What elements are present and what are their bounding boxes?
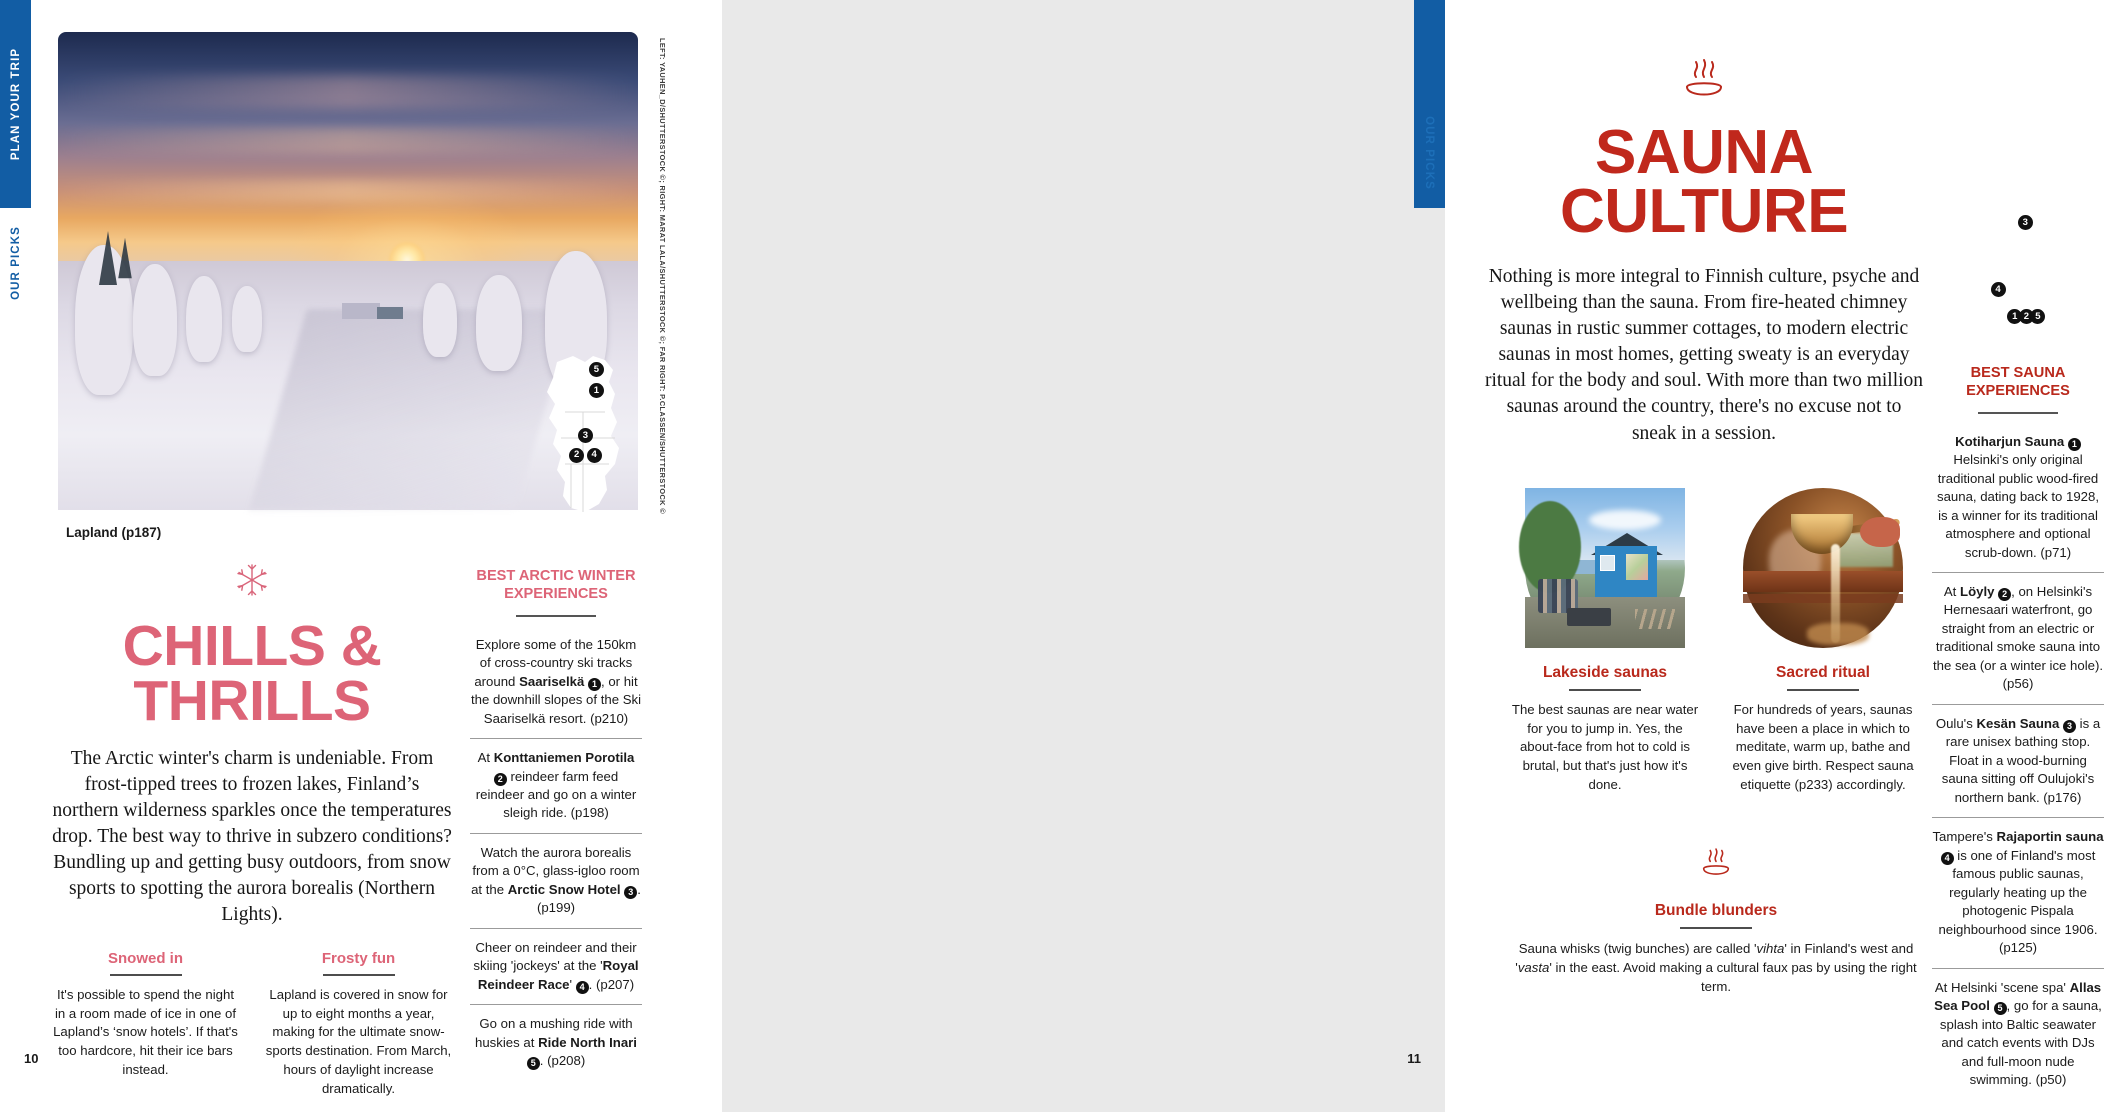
subsection-tab-right [1414,116,1445,318]
section-tab-left-label: PLAN YOUR TRIP [9,47,22,161]
chills-subsections [52,950,452,1098]
map-marker: 1 [2007,309,2022,324]
subsection-snowed-in [52,950,239,1098]
page-number-right: 11 [1407,1051,1421,1066]
steam-sauna-icon [1510,845,1922,890]
left-page [0,0,722,1112]
sauna-intro: Nothing is more integral to Finnish culture, psyche and wellbeing than the sauna. From fire-heated chimney saunas in rustic summer cottages, to modern electric saunas in most homes, getting sweaty is an everyday ritual for the body and soul. With more than two million saunas around the country, there's no excuse not to sneak in a session. [1484,265,1924,444]
snowflake-icon [52,560,452,605]
lakeside-sauna-photo [1525,488,1685,648]
map-marker: 5 [2030,309,2045,324]
map-marker: 4 [587,448,602,463]
sauna-photo-pair [1510,488,1920,795]
subsection-heading: Snowed in [108,949,183,967]
subsection-tab-right-label: OUR PICKS [1423,116,1436,190]
snow-tree [423,283,457,357]
cloud-band [58,75,638,109]
list-item: At Löyly 2 , on Helsinki's Hernesaari waterfront, go straight from an electric or traditional smoke sauna into the sea (or a winter ice hole). (p56) [1932,583,2104,692]
best-sauna-experiences [1932,365,2104,1100]
cloud-band [58,128,638,154]
fence [1635,609,1675,629]
list-item: At Konttaniemen Porotila 2 reindeer farm feed reindeer and go on a winter sleigh ride. (p198) [475,750,637,821]
subsection-heading: Frosty fun [321,949,396,967]
sauna-bench [1743,594,1903,604]
divider [1680,927,1752,929]
bundle-blunders-block [1510,845,1922,996]
list-item: Explore some of the 150km of cross-country ski tracks around Saariselkä 1 , or hit the downhill slopes of the Ski Saariselkä resort. (p210) [470,636,642,726]
bundle-body: Sauna whisks (twig bunches) are called 'vihta' in Finland's west and 'vasta' in the east. Avoid making a cultural faux pas by using the right term. [1515,941,1917,995]
list-item: Cheer on reindeer and their skiing 'jockeys' at the 'Royal Reindeer Race' 4 . (p207) [473,939,639,992]
list-item: Watch the aurora borealis from a 0°C, glass-igloo room at the Arctic Snow Hotel 3 . (p199) [471,844,641,916]
divider [1787,689,1859,691]
water-stream [1831,544,1840,643]
divider [1569,689,1641,691]
snow-tree [476,275,522,371]
divider [516,615,596,617]
map-marker: 5 [589,362,604,377]
subsection-frosty-fun [265,950,452,1098]
lakeside-saunas-block [1510,488,1700,795]
cabin-mural [1626,554,1648,580]
photo-credit: LEFT: YAUHEN_D/SHUTTERSTOCK ©; RIGHT: MARAT LALA/SHUTTERSTOCK ©; FAR RIGHT: P.CLASSEN/SHUTTERSTOCK © [658,38,667,515]
finland-map-left [535,352,645,517]
divider [1978,412,2058,414]
title-line-1: SAUNA [1595,118,1813,187]
subsection-body: Lapland is covered in snow for up to eight months a year, making for the ultimate snow-sports destination. From March, hours of daylight increase dramatically. [265,986,452,1096]
list-item: Go on a mushing ride with huskies at Ride North Inari 5 . (p208) [475,1016,637,1069]
page-number-left: 10 [24,1051,39,1066]
bundle-heading: Bundle blunders [1654,902,1778,919]
list-item: At Helsinki 'scene spa' Allas Sea Pool 5 , go for a sauna, splash into Baltic seawater and catch events with DJs and full-moon nude swimming. (p50) [1934,979,2102,1088]
subsection-tab-left-label: OUR PICKS [9,226,22,300]
snow-tree [186,276,222,362]
map-marker: 3 [2018,215,2033,230]
snow-tree [133,264,177,376]
hand [1860,517,1900,547]
title-line-1: CHILLS & [122,614,382,678]
map-marker: 1 [589,383,604,398]
finland-map-right [1980,118,2085,343]
map-marker: 4 [1991,282,2006,297]
circle-heading: Sacred ritual [1776,664,1870,681]
sacred-ritual-block [1728,488,1918,795]
subsection-body: It's possible to spend the night in a room made of ice in one of Lapland’s ‘snow hotels’. If that's too hardcore, hit their ice bars instead. [53,986,238,1077]
chills-intro: The Arctic winter's charm is undeniable. From frost-tipped trees to frozen lakes, Finland’s northern wilderness sparkles once the temperatures drop. The best way to thrive in subzero conditions? Bundling up and getting busy outdoors, from snow sports to spotting the aurora borealis (Northern Lights). [52,748,452,925]
sauna-feature [1484,55,1924,466]
chills-feature [52,560,452,1098]
snow-tree [232,286,262,352]
sidebar-title: BEST SAUNA EXPERIENCES [1966,365,2070,399]
map-marker: 2 [569,448,584,463]
page-title-chills [52,614,452,733]
sauna-ladle-photo [1743,488,1903,648]
cabin [377,307,403,319]
circle-body: For hundreds of years, saunas have been a place in which to meditate, warm up, bathe and even give birth. Respect sauna etiquette (p233) accordingly. [1732,702,1914,792]
circle-heading: Lakeside saunas [1542,664,1668,681]
right-page [722,0,2104,1112]
map-marker: 2 [2019,309,2034,324]
divider [110,974,182,976]
best-arctic-winter-experiences [470,568,642,1081]
dark-conifer [99,231,117,285]
cabin [342,303,380,319]
list-item: Tampere's Rajaportin sauna 4 is one of Finland's most famous public saunas, regularly heating up the photogenic Pispala neighbourhood since 1906. (p125) [1932,829,2104,956]
list-item: Oulu's Kesän Sauna 3 is a rare unisex bathing stop. Float in a wood-burning sauna sitting off Oulujoki's northern bank. (p176) [1935,715,2101,805]
map-marker: 3 [578,428,593,443]
page-title-sauna [1484,118,1924,246]
title-line-2: CULTURE [1559,176,1849,246]
steam-sauna-icon [1484,55,1924,114]
title-line-2: THRILLS [133,668,371,733]
sidebar-title: BEST ARCTIC WINTER EXPERIENCES [476,568,636,602]
cabin-window [1600,555,1615,571]
dark-conifer [118,238,132,279]
section-tab-left [0,0,31,208]
divider [323,974,395,976]
circle-body: The best saunas are near water for you to jump in. Yes, the about-face from hot to cold is brutal, but that's just how it's done. [1511,702,1699,792]
photo-caption: Lapland (p187) [66,525,162,540]
bench [1567,608,1611,626]
list-item: Kotiharjun Sauna 1 Helsinki's only original traditional public wood-fired sauna, dating back to 1928, is a winner for its traditional atmosphere and optional scrub-down. (p71) [1936,433,2100,560]
subsection-tab-left [0,208,31,318]
sauna-bench [1743,571,1903,592]
